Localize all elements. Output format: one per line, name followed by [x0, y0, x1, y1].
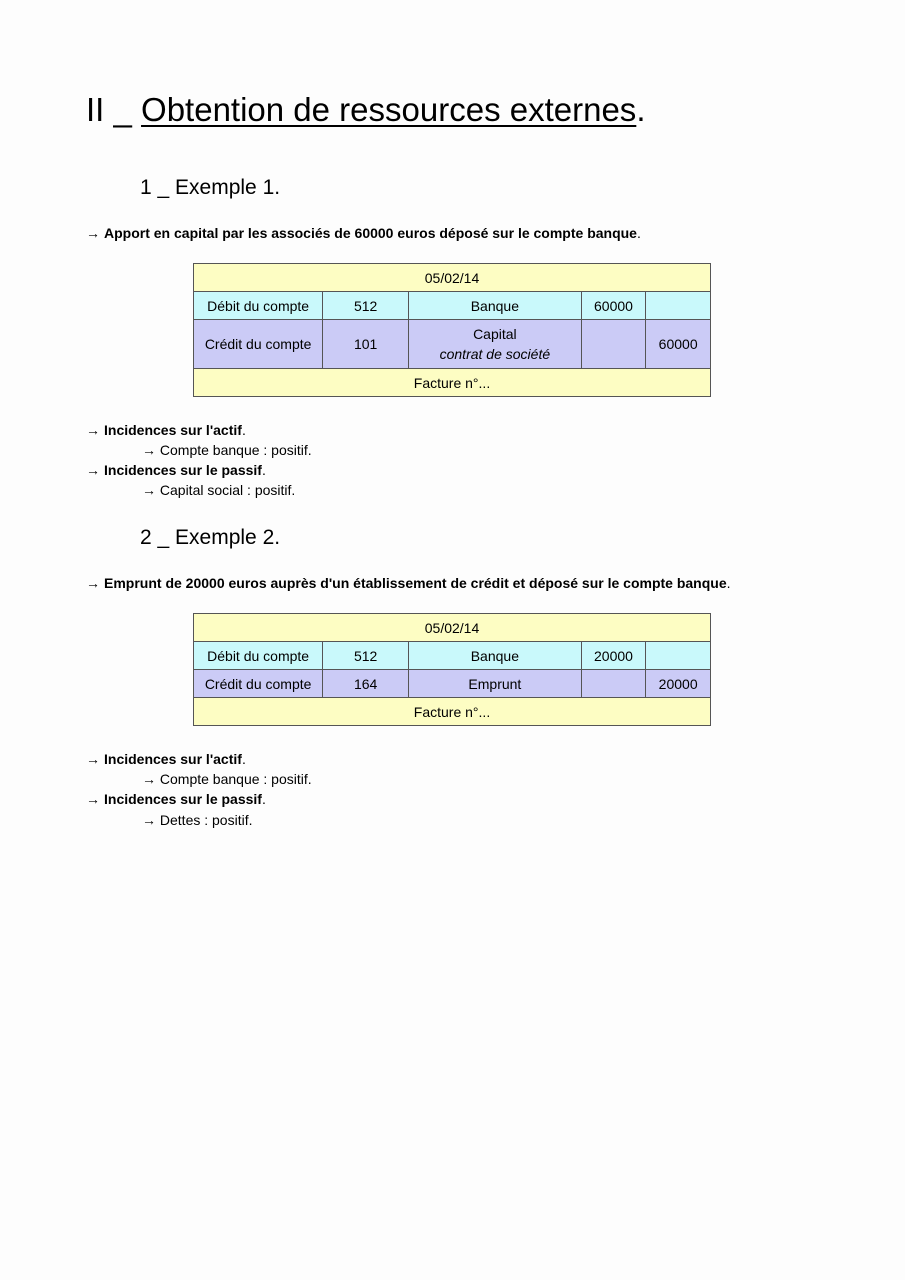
- section2-heading: 2 _ Exemple 2.: [140, 526, 281, 549]
- credit-account: 101: [323, 320, 409, 369]
- section1-statement-text: Apport en capital par les associés de 60000 euros déposé sur le compte banque: [104, 225, 637, 241]
- debit-credit-amount: [646, 642, 711, 670]
- credit-account-note: contrat de société: [439, 346, 551, 362]
- credit-account: 164: [323, 670, 409, 698]
- entry-date: 05/02/14: [194, 614, 711, 642]
- section1-actif-item: → Compte banque : positif.: [142, 442, 312, 458]
- credit-row: [194, 670, 711, 698]
- credit-row: [194, 320, 711, 369]
- page-title: [86, 88, 645, 132]
- debit-credit-amount: [646, 292, 711, 320]
- actif-label: Incidences sur l'actif: [104, 422, 242, 438]
- section1-statement: [86, 223, 641, 243]
- period: .: [241, 751, 246, 767]
- section2-statement: [86, 573, 731, 593]
- debit-row: [194, 642, 711, 670]
- section1-actif-line: [86, 420, 246, 440]
- actif-label: Incidences sur l'actif: [104, 751, 242, 767]
- credit-debit-amount: [581, 320, 646, 369]
- arrow-icon: →: [86, 462, 100, 478]
- debit-label: Débit du compte: [194, 292, 323, 320]
- passif-label: Incidences sur le passif: [104, 791, 262, 807]
- period: .: [241, 422, 246, 438]
- section2-actif-item: → Compte banque : positif.: [142, 771, 312, 787]
- credit-debit-amount: [581, 670, 646, 698]
- section2-actif-line: [86, 749, 246, 769]
- section1-passif-line: [86, 460, 266, 480]
- section1-heading: 1 _ Exemple 1.: [140, 176, 281, 199]
- debit-amount: 60000: [581, 292, 646, 320]
- debit-amount: 20000: [581, 642, 646, 670]
- journal-entry-table-2: [193, 613, 711, 726]
- credit-amount: 60000: [646, 320, 711, 369]
- passif-label: Incidences sur le passif: [104, 462, 262, 478]
- debit-account-name: Banque: [409, 642, 582, 670]
- credit-label: Crédit du compte: [194, 320, 323, 369]
- credit-account-name-cell: [409, 320, 582, 369]
- credit-account-name: Capital: [473, 326, 517, 342]
- section1-passif-item: → Capital social : positif.: [142, 482, 296, 498]
- debit-account: 512: [323, 292, 409, 320]
- credit-label: Crédit du compte: [194, 670, 323, 698]
- arrow-icon: →: [86, 575, 100, 591]
- arrow-icon: →: [86, 422, 100, 438]
- credit-amount: 20000: [646, 670, 711, 698]
- arrow-icon: →: [86, 225, 100, 241]
- title-main: Obtention de ressources externes: [141, 91, 637, 128]
- arrow-icon: →: [86, 751, 100, 767]
- debit-account: 512: [323, 642, 409, 670]
- title-prefix: II _: [86, 91, 142, 128]
- debit-row: [194, 292, 711, 320]
- credit-account-name: Emprunt: [409, 670, 582, 698]
- entry-reference: Facture n°...: [194, 369, 711, 397]
- period: .: [261, 462, 266, 478]
- statement-period: .: [726, 575, 731, 591]
- journal-entry-table-1: [193, 263, 711, 397]
- title-suffix: .: [636, 91, 646, 128]
- entry-date: 05/02/14: [194, 264, 711, 292]
- period: .: [261, 791, 266, 807]
- statement-period: .: [636, 225, 641, 241]
- section2-passif-line: [86, 789, 266, 809]
- section2-passif-item: → Dettes : positif.: [142, 812, 253, 828]
- arrow-icon: →: [86, 791, 100, 807]
- debit-label: Débit du compte: [194, 642, 323, 670]
- entry-reference: Facture n°...: [194, 698, 711, 726]
- section2-statement-text: Emprunt de 20000 euros auprès d'un établissement de crédit et déposé sur le compte banque: [104, 575, 727, 591]
- debit-account-name: Banque: [409, 292, 582, 320]
